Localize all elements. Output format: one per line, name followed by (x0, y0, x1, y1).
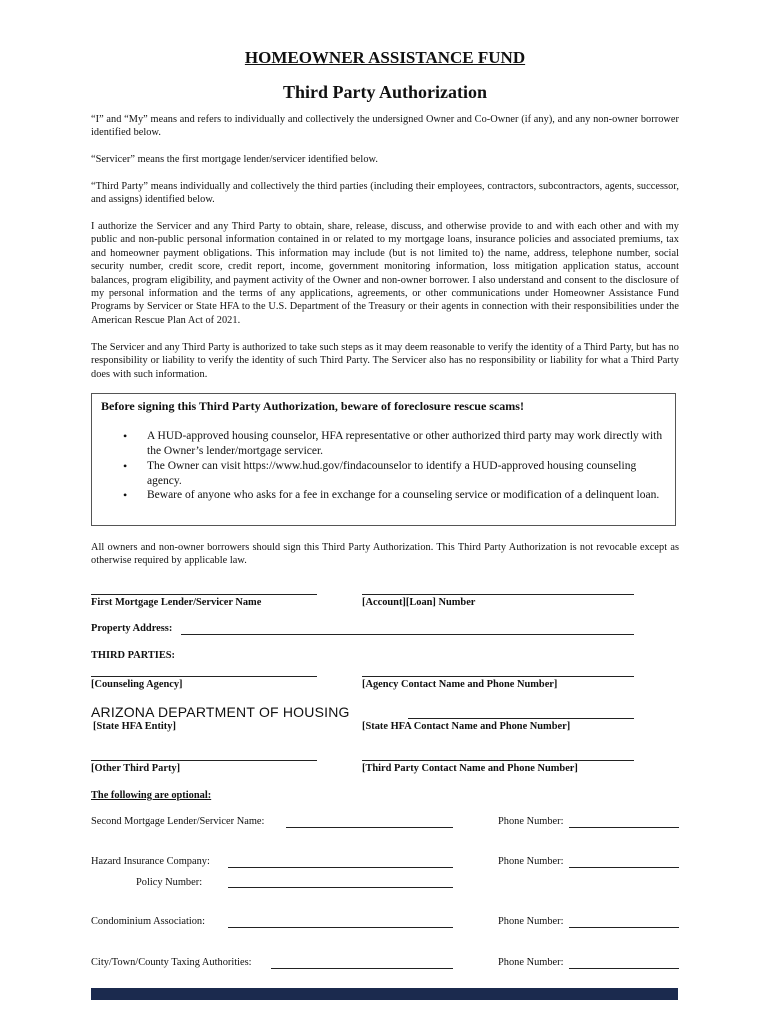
state-hfa-entity-label: [State HFA Entity] (93, 721, 176, 732)
counseling-agency-field[interactable] (91, 676, 317, 677)
verification-paragraph: The Servicer and any Third Party is authorized to take such steps as it may deem reasonable to verify the identity of a Third Party, but has no responsibility or liability to verify the identity of such Third Party. The Servicer also has no responsibility or liability for what a Third Party does with such information. (91, 342, 679, 380)
policy-number-label: Policy Number: (136, 877, 203, 888)
other-third-party-field[interactable] (91, 760, 317, 761)
state-hfa-contact-label: [State HFA Contact Name and Phone Number] (362, 721, 571, 732)
phone-number-label: Phone Number: (498, 916, 564, 927)
condo-association-field[interactable] (228, 927, 453, 928)
scam-warning-heading: Before signing this Third Party Authorization, beware of foreclosure rescue scams! (101, 399, 524, 413)
document-subtitle: Third Party Authorization (282, 82, 487, 102)
other-third-party-label: [Other Third Party] (91, 763, 181, 774)
phone-number-label: Phone Number: (498, 957, 564, 968)
second-mortgage-field[interactable] (286, 827, 453, 828)
footer-bar (91, 988, 678, 1000)
second-mortgage-label: Second Mortgage Lender/Servicer Name: (91, 816, 265, 827)
taxing-authorities-field[interactable] (271, 968, 453, 969)
counseling-agency-label: [Counseling Agency] (91, 679, 183, 690)
third-party-contact-label: [Third Party Contact Name and Phone Number] (362, 763, 578, 774)
hazard-insurance-field[interactable] (228, 867, 453, 868)
state-hfa-contact-field[interactable] (408, 718, 634, 719)
agency-contact-field[interactable] (362, 676, 634, 677)
optional-heading: The following are optional: (91, 790, 212, 801)
account-number-label: [Account][Loan] Number (362, 597, 476, 608)
policy-number-field[interactable] (228, 887, 453, 888)
condo-phone-field[interactable] (569, 927, 679, 928)
definition-servicer: “Servicer” means the first mortgage lender/servicer identified below. (91, 154, 378, 165)
condo-association-label: Condominium Association: (91, 916, 206, 927)
third-party-contact-field[interactable] (362, 760, 634, 761)
definition-third-party: “Third Party” means individually and collectively the third parties (including their employees, contractors, subcontractors, agents, successor, and assigns) identified below. (91, 181, 679, 206)
hazard-insurance-phone-field[interactable] (569, 867, 679, 868)
signing-instructions: All owners and non-owner borrowers should sign this Third Party Authorization. This Third Party Authorization is not revocable except as otherwise required by applicable law. (91, 542, 679, 567)
warning-item-counselor: A HUD-approved housing counselor, HFA representative or other authorized third party may work directly with the Owner’s lender/mortgage servicer. (147, 430, 663, 457)
bullet-icon: • (123, 488, 128, 502)
state-hfa-entity-value[interactable]: ARIZONA DEPARTMENT OF HOUSING (91, 704, 350, 720)
definition-i-my: “I” and “My” means and refers to individually and collectively the undersigned Owner and Co-Owner (if any), and any non-owner borrower identified below. (91, 114, 679, 139)
property-address-field[interactable] (181, 634, 634, 635)
second-mortgage-phone-field[interactable] (569, 827, 679, 828)
taxing-authorities-label: City/Town/County Taxing Authorities: (91, 957, 252, 968)
account-number-field[interactable] (362, 594, 634, 595)
third-parties-heading: THIRD PARTIES: (91, 650, 176, 661)
phone-number-label: Phone Number: (498, 816, 564, 827)
agency-contact-label: [Agency Contact Name and Phone Number] (362, 679, 558, 690)
authorization-paragraph: I authorize the Servicer and any Third Party to obtain, share, release, discuss, and otherwise provide to and with each other and with my public and non-public personal information contained in or related to my mortgage loans, insurance policies and associated premiums, tax and homeowner payment obligations. This information may include (but is not limited to) the name, address, telephone number, social security number, credit score, credit report, income, government monitoring information, loss mitigation application status, account balances, program eligibility, and payment activity of the Owner and non-owner borrower. I also understand and consent to the disclosure of my personal information and the terms of any applications, agreements, or other communications under Homeowner Assistance Fund Programs by Servicer or State HFA to the U.S. Department of the Treasury or their agents in connection with their responsibilities under the American Rescue Plan Act of 2021. (91, 221, 679, 326)
lender-name-label: First Mortgage Lender/Servicer Name (91, 597, 262, 608)
bullet-icon: • (123, 459, 128, 473)
bullet-icon: • (123, 429, 128, 443)
phone-number-label: Phone Number: (498, 856, 564, 867)
warning-item-fee: Beware of anyone who asks for a fee in exchange for a counseling service or modification of a delinquent loan. (147, 489, 660, 501)
taxing-phone-field[interactable] (569, 968, 679, 969)
lender-name-field[interactable] (91, 594, 317, 595)
document-title: HOMEOWNER ASSISTANCE FUND (244, 48, 526, 67)
property-address-label: Property Address: (91, 623, 173, 634)
hazard-insurance-label: Hazard Insurance Company: (91, 856, 210, 867)
warning-item-hud-link: The Owner can visit https://www.hud.gov/findacounselor to identify a HUD-approved housing counseling agency. (147, 460, 637, 487)
